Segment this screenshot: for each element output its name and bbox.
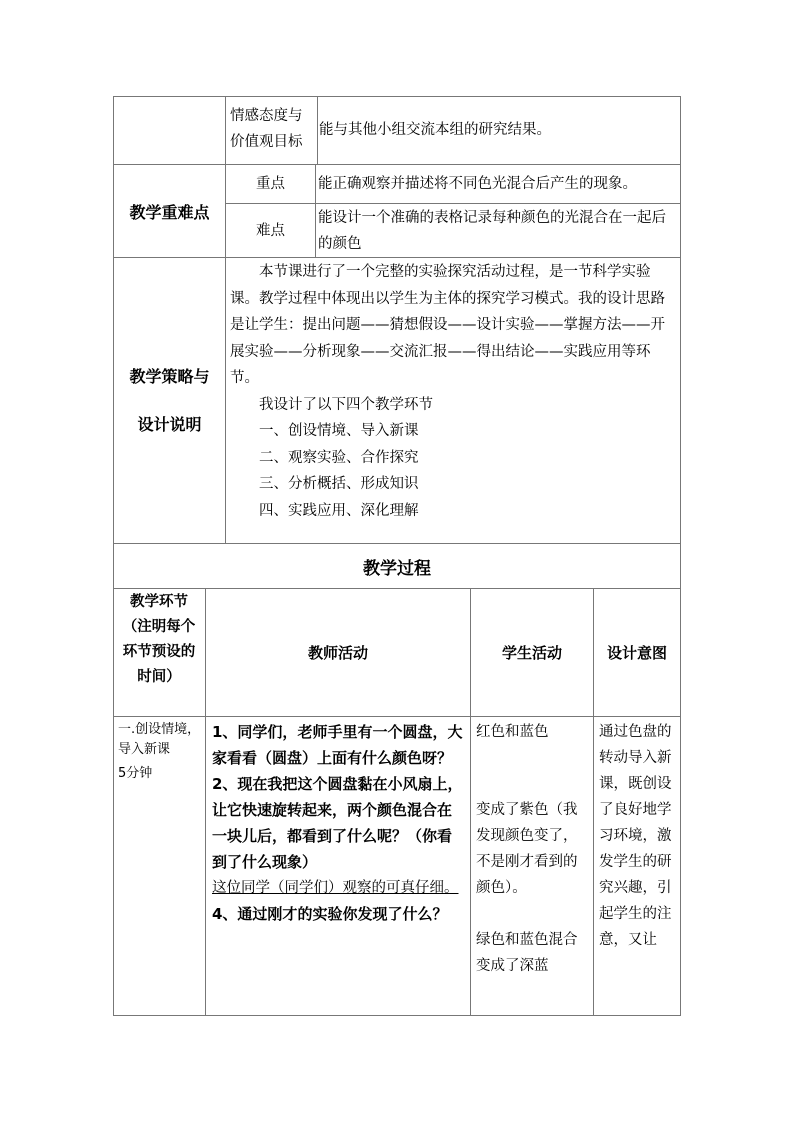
stage-cell xyxy=(118,720,202,784)
key-point-text: 能正确观察并描述将不同色光混合后产生的现象。 xyxy=(318,176,637,192)
strategy-step: 二、观察实验、合作探究 xyxy=(259,449,419,466)
table-border xyxy=(315,164,316,257)
key-point-label xyxy=(226,165,315,203)
teacher-cell xyxy=(212,719,466,927)
strategy-intro: 我设计了以下四个教学环节 xyxy=(259,396,433,413)
teacher-question: 1、同学们，老师手里有一个圆盘，大家看看（圆盘）上面有什么颜色呀？ xyxy=(212,723,463,767)
strategy-step: 四、实践应用、深化理解 xyxy=(259,502,419,519)
key-point-content xyxy=(318,165,680,203)
table-border xyxy=(113,1015,681,1016)
table-border xyxy=(113,716,681,717)
key-difficult-title xyxy=(114,165,225,257)
process-title xyxy=(114,544,680,588)
table-border xyxy=(680,96,681,1016)
teacher-praise: 这位同学（同学们）观察的可真仔细。 xyxy=(212,880,459,896)
key-difficult-title-text: 教学重难点 xyxy=(129,202,210,222)
strategy-title-line1: 教学策略与 xyxy=(129,366,210,386)
header-student xyxy=(471,589,593,716)
strategy-step: 三、分析概括、形成知识 xyxy=(259,476,419,492)
key-point-label-text: 重点 xyxy=(256,176,285,192)
student-cell xyxy=(476,719,588,979)
strategy-title-line2: 设计说明 xyxy=(137,414,202,434)
difficult-point-label xyxy=(226,204,315,257)
stage-time: 5分钟 xyxy=(118,766,153,781)
emotion-goal-content xyxy=(319,97,679,163)
header-stage xyxy=(118,590,200,690)
intent-text: 通过色盘的转动导入新课，既创设了良好地学习环境，激发学生的研究兴趣，引起学生的注意，又让 xyxy=(599,724,672,948)
emotion-goal-label xyxy=(230,103,314,155)
teacher-question: 2、现在我把这个圆盘黏在小风扇上，让它快速旋转起来，两个颜色混合在一块儿后，都看到了什么呢？（你看到了什么现象） xyxy=(212,775,463,871)
stage-name: 一.创设情境，导入新课 xyxy=(118,722,201,757)
emotion-goal-text: 能与其他小组交流本组的研究结果。 xyxy=(319,122,551,138)
process-title-text: 教学过程 xyxy=(363,558,431,579)
strategy-title xyxy=(114,258,225,543)
teacher-question: 4、通过刚才的实验你发现了什么？ xyxy=(212,905,448,923)
emotion-goal-label-text: 情感态度与价值观目标 xyxy=(230,108,303,150)
student-answer: 变成了紫色（我发现颜色变了，不是刚才看到的颜色）。 xyxy=(476,802,578,896)
difficult-point-text: 能设计一个准确的表格记录每种颜色的光混合在一起后的颜色 xyxy=(318,210,666,252)
student-answer: 红色和蓝色 xyxy=(476,724,549,740)
table-border xyxy=(317,96,318,164)
intent-cell xyxy=(599,719,677,1011)
header-stage-text: 教学环节（注明每个环节预设的时间） xyxy=(122,594,196,685)
strategy-content xyxy=(230,259,670,524)
header-intent xyxy=(594,589,680,716)
difficult-point-label-text: 难点 xyxy=(256,222,285,239)
header-intent-text: 设计意图 xyxy=(606,644,667,662)
header-student-text: 学生活动 xyxy=(501,644,562,662)
strategy-step: 一、创设情境、导入新课 xyxy=(259,423,419,439)
difficult-point-content xyxy=(318,205,676,257)
header-teacher xyxy=(206,589,470,716)
strategy-paragraph: 本节课进行了一个完整的实验探究活动过程，是一节科学实验课。教学过程中体现出以学生为主体的探究学习模式。我的设计思路是让学生：提出问题——猜想假设——设计实验——掌握方法——开展实验——分析现象——交流汇报——得出结论——实践应用等环节。 xyxy=(230,264,665,386)
table-border xyxy=(225,96,226,543)
header-teacher-text: 教师活动 xyxy=(307,644,368,662)
student-answer: 绿色和蓝色混合变成了深蓝 xyxy=(476,932,578,974)
